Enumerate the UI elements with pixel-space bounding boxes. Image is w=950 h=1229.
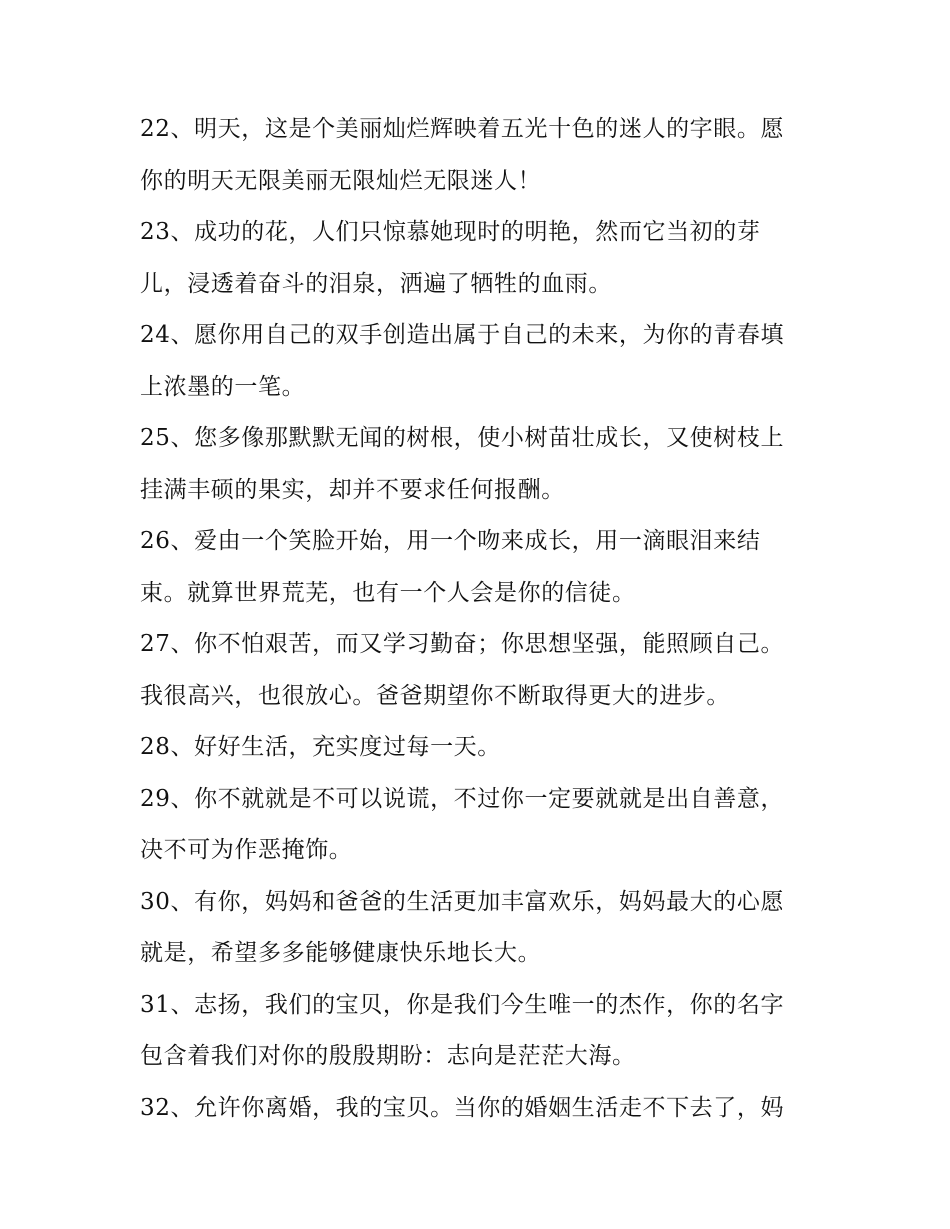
text-line: 挂满丰硕的果实，却并不要求任何报酬。	[140, 476, 565, 503]
text-line: 23、成功的花，人们只惊慕她现时的明艳，然而它当初的芽	[140, 219, 761, 245]
text-line: 24、愿你用自己的双手创造出属于自己的未来，为你的青春填	[140, 322, 785, 348]
text-line: 就是，希望多多能够健康快乐地长大。	[140, 940, 542, 966]
text-line: 31、志扬，我们的宝贝，你是我们今生唯一的杰作，你的名字	[140, 991, 785, 1018]
text-line: 上浓墨的一笔。	[140, 373, 306, 400]
text-line: 29、你不就就是不可以说谎，不过你一定要就就是出自善意，	[140, 785, 785, 812]
text-line: 27、你不怕艰苦，而又学习勤奋；你思想坚强，能照顾自己。	[140, 631, 785, 657]
text-line: 我很高兴，也很放心。爸爸期望你不断取得更大的进步。	[140, 682, 730, 709]
document-body	[140, 104, 815, 1134]
text-line: 32、允许你离婚，我的宝贝。当你的婚姻生活走不下去了，妈	[140, 1094, 785, 1121]
text-line: 决不可为作恶掩饰。	[140, 837, 353, 863]
text-line: 22、明天，这是个美丽灿烂辉映着五光十色的迷人的字眼。愿	[140, 116, 785, 142]
text-line: 包含着我们对你的殷殷期盼：志向是茫茫大海。	[140, 1043, 636, 1069]
text-line: 25、您多像那默默无闻的树根，使小树苗壮成长，又使树枝上	[140, 425, 785, 451]
text-line: 28、好好生活，充实度过每一天。	[140, 734, 501, 760]
text-line: 你的明天无限美丽无限灿烂无限迷人！	[140, 167, 542, 194]
text-line: 30、有你，妈妈和爸爸的生活更加丰富欢乐，妈妈最大的心愿	[140, 888, 785, 915]
text-line: 束。就算世界荒芜，也有一个人会是你的信徒。	[140, 579, 636, 606]
text-line: 26、爱由一个笑脸开始，用一个吻来成长，用一滴眼泪来结	[140, 528, 761, 554]
text-line: 儿，浸透着奋斗的泪泉，洒遍了牺牲的血雨。	[140, 270, 612, 297]
